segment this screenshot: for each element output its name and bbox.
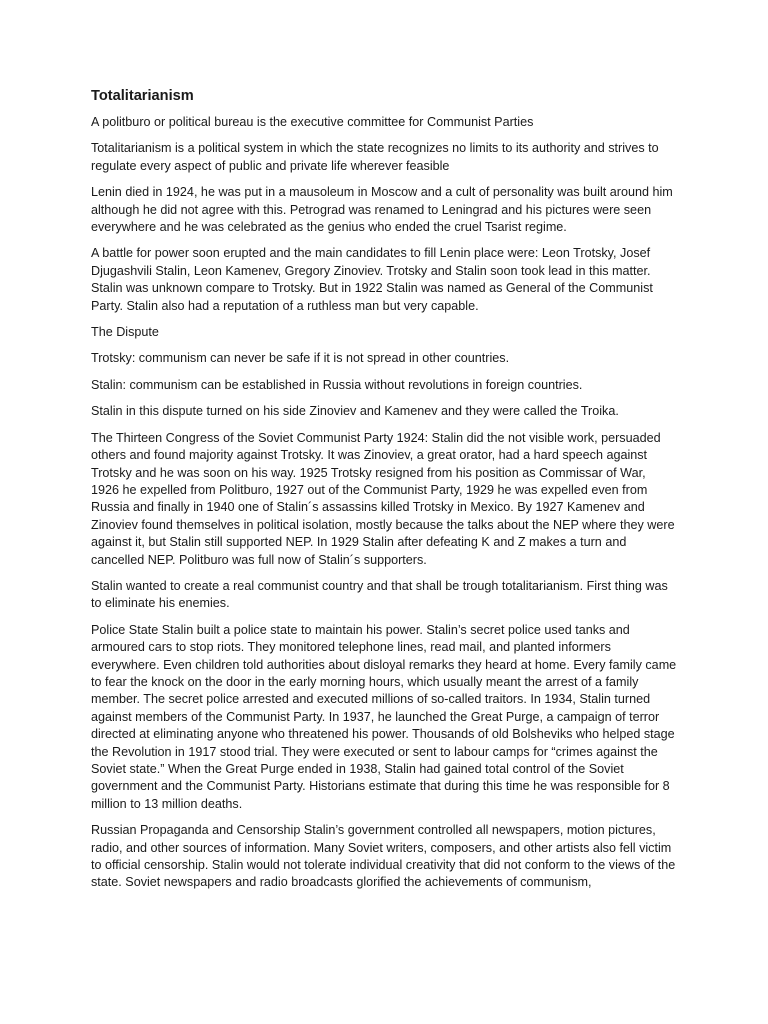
- paragraph-eliminate-enemies: Stalin wanted to create a real communist country and that shall be trough totalitarianism. First thing was to eliminate his enemies.: [91, 578, 668, 611]
- document-title: Totalitarianism: [91, 88, 194, 104]
- paragraph-dispute-heading: The Dispute: [91, 325, 159, 340]
- paragraph-thirteenth-congress: The Thirteen Congress of the Soviet Communist Party 1924: Stalin did the not visible work, persuaded others and found majority against Trotsky. It was Zinoviev, a great orator, had a hard speech against Trotsky and he was soon on his way. 1925 Trotsky resigned from his position as Commissar of War, 1926 he expelled from Politburo, 1927 out of the Communist Party, 1929 he was expelled even from Russia and finally in 1940 one of Stalin´s assassins killed Trotsky in Mexico. By 1927 Kamenev and Zinoviev found themselves in political isolation, mostly because the talks about the NEP where they were against it, but Stalin still supported NEP. In 1929 Stalin after defeating K and Z makes a turn and cancelled NEP. Politburo was full now of Stalin´s supporters.: [91, 430, 675, 567]
- paragraph-politburo-definition: A politburo or political bureau is the executive committee for Communist Parties: [91, 115, 534, 129]
- paragraph-lenin-death: Lenin died in 1924, he was put in a mausoleum in Moscow and a cult of personality was built around him although he did not agree with this. Petrograd was renamed to Leningrad and his pictures were seen everywhere and he was celebrated as the genius who ended the cruel Tsarist regime.: [91, 185, 673, 235]
- paragraph-totalitarianism-definition: Totalitarianism is a political system in which the state recognizes no limits to its authority and strives to regulate every aspect of public and private life wherever feasible: [91, 141, 659, 173]
- paragraph-troika: Stalin in this dispute turned on his side Zinoviev and Kamenev and they were called the Troika.: [91, 404, 619, 419]
- paragraph-power-battle: A battle for power soon erupted and the main candidates to fill Lenin place were: Leon Trotsky, Josef Djugashvili Stalin, Leon Kamenev, Gregory Zinoviev. Trotsky and Stalin soon took lead in this matter. Stalin was unknown compare to Trotsky. But in 1922 Stalin was named as General of the Communist Party. Stalin also had a reputation of a ruthless man but very capable.: [91, 246, 653, 313]
- document-page: [91, 86, 677, 901]
- paragraph-trotsky-view: Trotsky: communism can never be safe if it is not spread in other countries.: [91, 351, 510, 366]
- paragraph-propaganda-censorship: Russian Propaganda and Censorship Stalin’s government controlled all newspapers, motion pictures, radio, and other sources of information. Many Soviet writers, composers, and other artists also fell victim to official censorship. Stalin would not tolerate individual creativity that did not conform to the views of the state. Soviet newspapers and radio broadcasts glorified the achievements of communism,: [91, 823, 676, 890]
- paragraph-stalin-view: Stalin: communism can be established in Russia without revolutions in foreign countries.: [91, 377, 583, 392]
- paragraph-police-state: Police State Stalin built a police state to maintain his power. Stalin’s secret police used tanks and armoured cars to stop riots. They monitored telephone lines, read mail, and planted informers everywhere. Even children told authorities about disloyal remarks they heard at home. Every family came to fear the knock on the door in the early morning hours, which usually meant the arrest of a family member. The secret police arrested and executed millions of so-called traitors. In 1934, Stalin turned against members of the Communist Party. In 1937, he launched the Great Purge, a campaign of terror directed at eliminating anyone who threatened his power. Thousands of old Bolsheviks who helped stage the Revolution in 1917 stood trial. They were executed or sent to labour camps for “crimes against the Soviet state.” When the Great Purge ended in 1938, Stalin had gained total control of the Soviet government and the Communist Party. Historians estimate that during this time he was responsible for 8 million to 13 million deaths.: [91, 622, 677, 811]
